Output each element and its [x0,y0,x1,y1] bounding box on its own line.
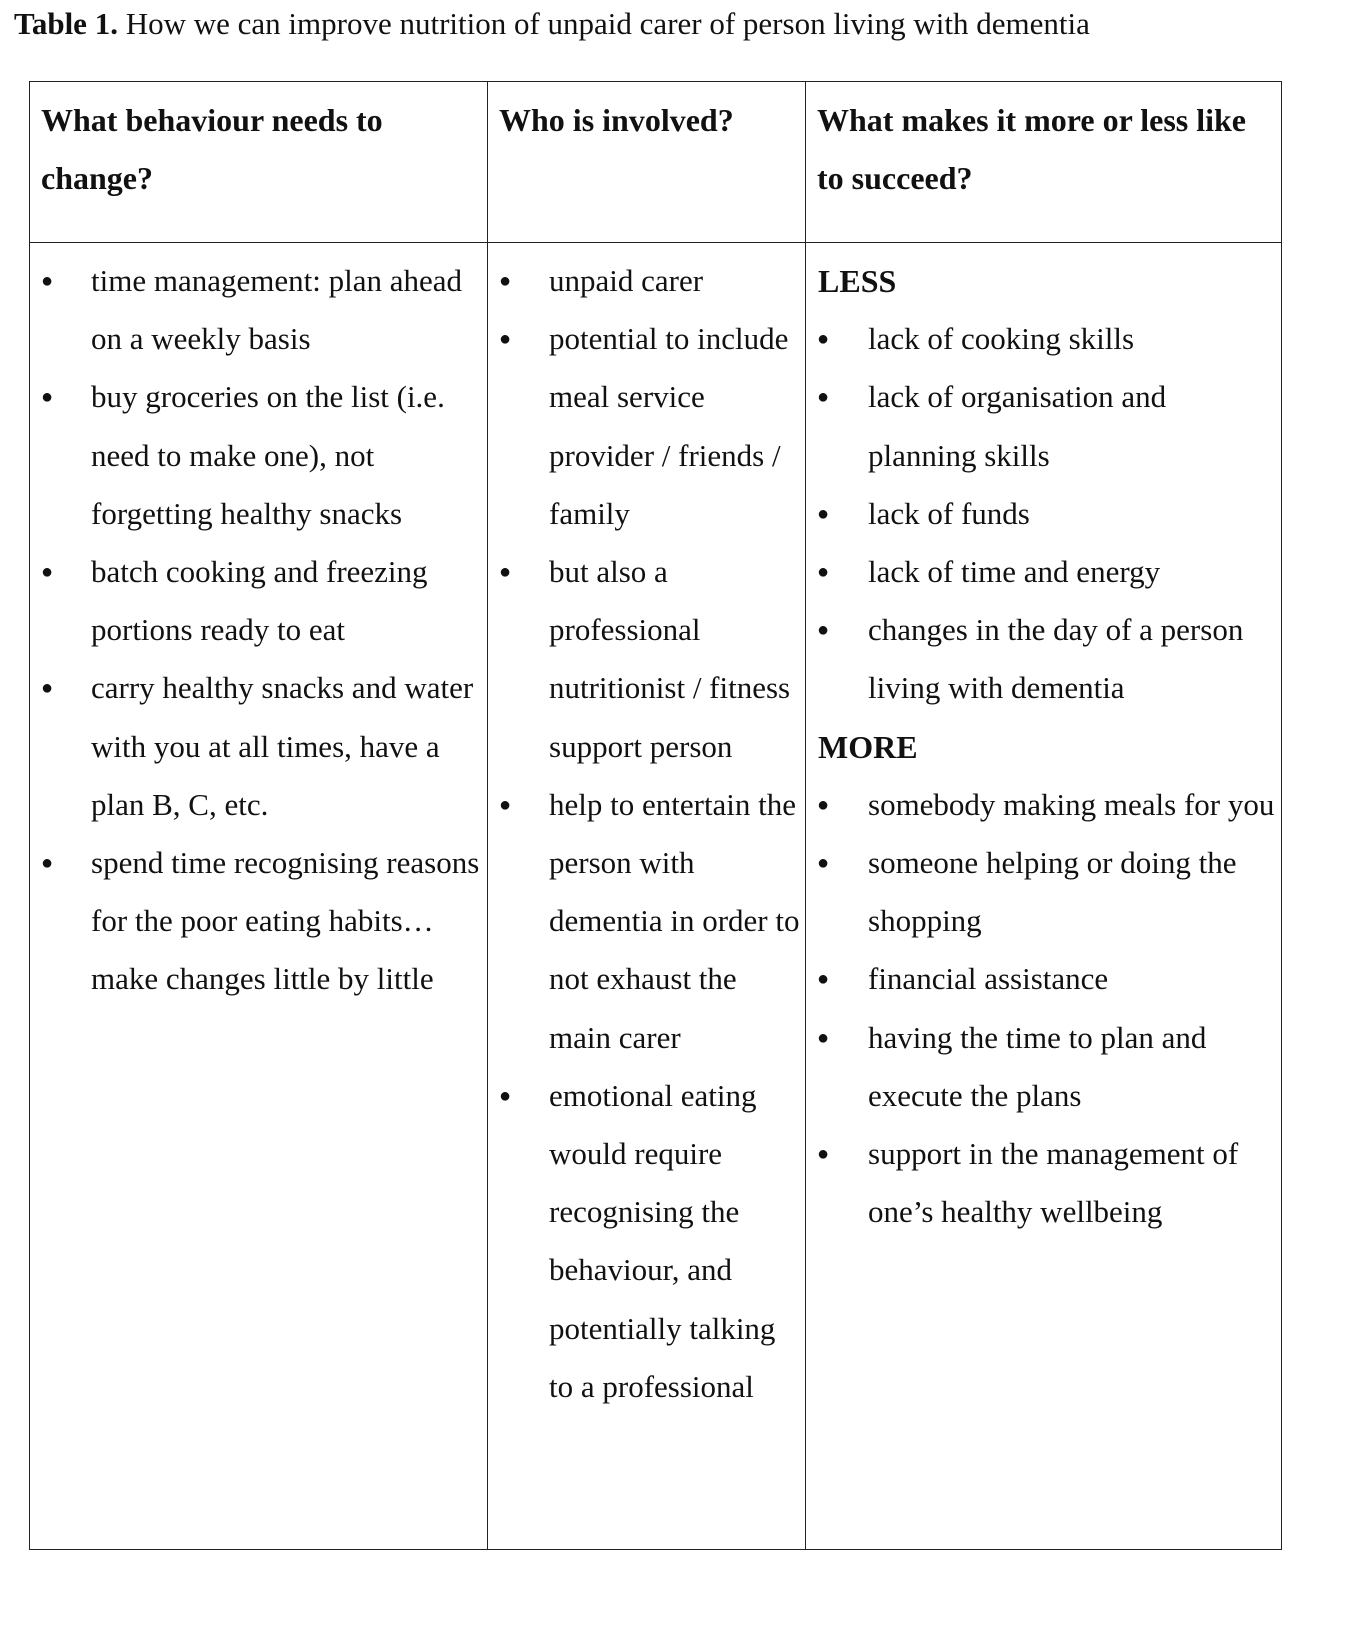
nutrition-table [29,81,1282,1550]
header-behaviour: What behaviour needs to change? [41,102,383,196]
header-success: What makes it more or less like to succeed? [817,102,1246,196]
table-caption-text: How we can improve nutrition of unpaid carer of person living with dementia [117,6,1090,41]
list-item: ● carry healthy snacks and water with you at all times, have a plan B, C, etc. [30,659,487,834]
list-item: ● lack of funds [806,485,1281,543]
list-item: ● spend time recognising reasons for the poor eating habits…make changes little by little [30,834,487,1009]
table-caption [14,4,1090,44]
header-cell-involved [488,82,806,243]
less-heading: LESS [818,263,897,299]
more-list [806,776,1281,1242]
list-item: ● buy groceries on the list (i.e. need to make one), not forgetting healthy snacks [30,368,487,543]
list-item: ● help to entertain the person with dementia in order to not exhaust the main carer [488,776,805,1067]
success-cell [806,243,1282,1550]
list-item: ● time management: plan ahead on a weekly basis [30,252,487,368]
header-cell-behaviour [30,82,488,243]
list-item: ● financial assistance [806,950,1281,1008]
less-list [806,310,1281,717]
behaviour-cell [30,243,488,1550]
list-item: ● lack of organisation and planning skills [806,368,1281,484]
list-item: ● potential to include meal service provider / friends / family [488,310,805,543]
list-item: ● unpaid carer [488,252,805,310]
list-item: ● support in the management of one’s healthy wellbeing [806,1125,1281,1241]
more-heading: MORE [818,728,918,765]
header-involved: Who is involved? [499,102,734,138]
table-caption-label: Table 1. [14,6,118,41]
list-item: ● batch cooking and freezing portions ready to eat [30,543,487,659]
body-row [30,243,1282,1550]
list-item: ● having the time to plan and execute the plans [806,1009,1281,1125]
behaviour-list [30,252,487,1009]
header-row [30,82,1282,243]
list-item: ● someone helping or doing the shopping [806,834,1281,950]
list-item: ● lack of time and energy [806,543,1281,601]
list-item: ● changes in the day of a person living with dementia [806,601,1281,717]
involved-list [488,252,805,1416]
list-item: ● somebody making meals for you [806,776,1281,834]
header-cell-success [806,82,1282,243]
list-item: ● lack of cooking skills [806,310,1281,368]
list-item: ● but also a professional nutritionist / fitness support person [488,543,805,776]
list-item: ● emotional eating would require recognising the behaviour, and potentially talking to a professional [488,1067,805,1416]
involved-cell [488,243,806,1550]
